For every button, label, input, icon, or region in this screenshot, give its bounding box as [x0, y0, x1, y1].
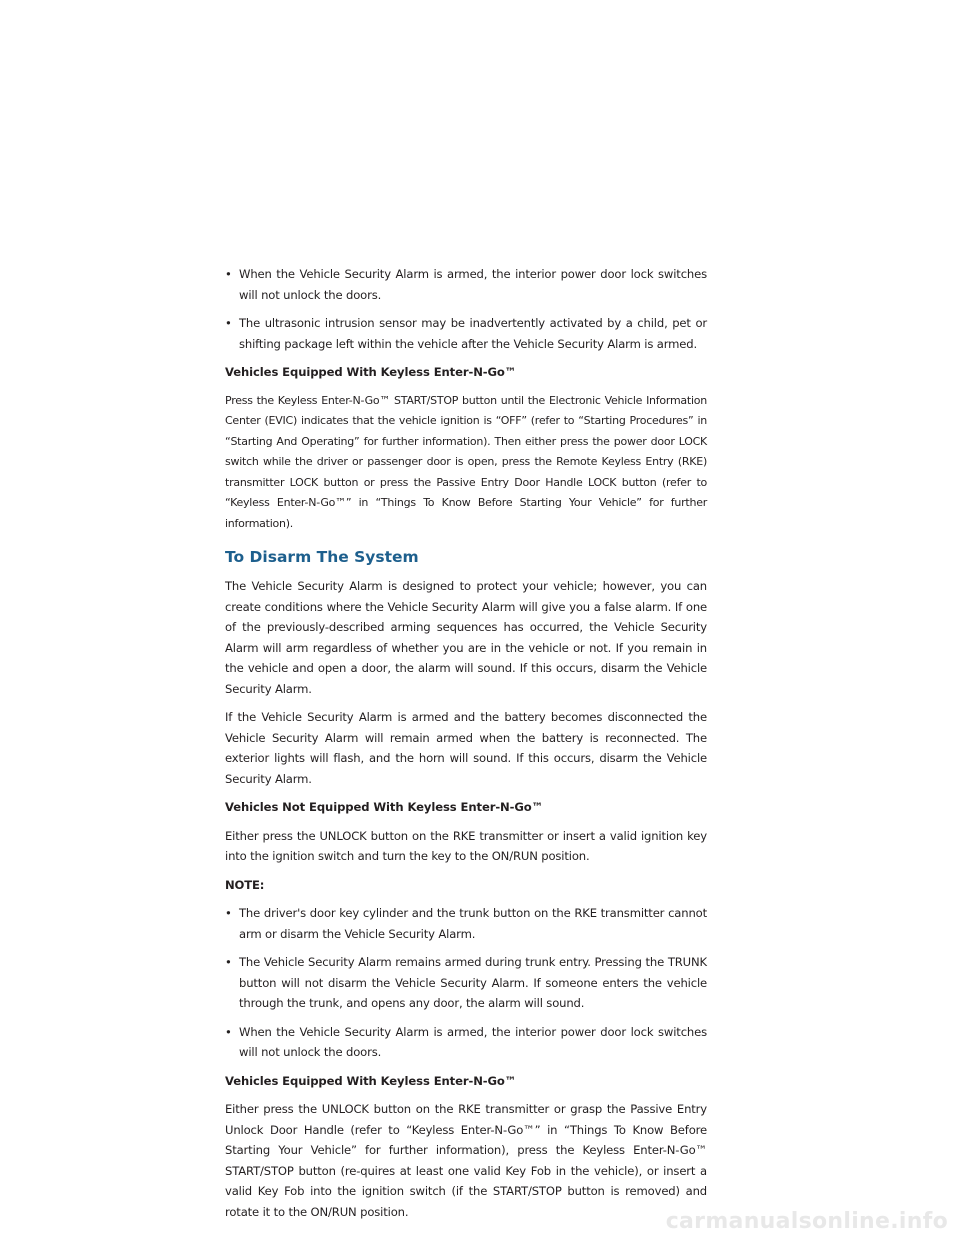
paragraph-keyless-disarm: Either press the UNLOCK button on the RKE transmitter or grasp the Passive Entry Unlock Door Handle (refer to “Keyless Enter-N-Go™” in “Things To Know Before Starting Your Vehicle” for further information), press the Keyless Enter-N-Go™ START/STOP button (re-quires at least one valid Key Fob in the vehicle), or insert a valid Key Fob into the ignition switch (if the START/STOP button is removed) and rotate it to the ON/RUN position.	[225, 1102, 707, 1219]
watermark: carmanualsonline.info	[665, 1209, 948, 1234]
bullet-glyph: •	[225, 955, 232, 969]
bullet-glyph: •	[225, 316, 232, 330]
bullet-text: The ultrasonic intrusion sensor may be inadvertently activated by a child, pet or shifting package left within the vehicle after the Vehicle Security Alarm is armed.	[239, 316, 707, 351]
subheading-keyless-equipped: Vehicles Equipped With Keyless Enter-N-Go™	[225, 365, 517, 379]
bullet-glyph: •	[225, 1024, 232, 1039]
paragraph-not-keyless: Either press the UNLOCK button on the RKE transmitter or insert a valid ignition key into the ignition switch and turn the key to the ON/RUN position.	[225, 828, 707, 863]
bullet-text: When the Vehicle Security Alarm is armed, the interior power door lock switches will not unlock the doors.	[239, 267, 707, 302]
bullet-item	[225, 903, 707, 944]
bullet-text: When the Vehicle Security Alarm is armed, the interior power door lock switches will not unlock the doors.	[239, 1024, 707, 1059]
paragraph-keyless-arming: Press the Keyless Enter-N-Go™ START/STOP button until the Electronic Vehicle Information Center (EVIC) indicates that the vehicle ignition is “OFF” (refer to “Starting Procedures” in “Starting And Operating” for further information). Then either press the power door LOCK switch while the driver or passenger door is open, press the Remote Keyless Entry (RKE) transmitter LOCK button or press the Passive Entry Door Handle LOCK button (refer to “Keyless Enter-N-Go™” in “Things To Know Before Starting Your Vehicle” for further information).	[225, 393, 707, 530]
bullet-item	[225, 952, 707, 1014]
section-title-disarm: To Disarm The System	[225, 548, 419, 566]
subheading-not-keyless: Vehicles Not Equipped With Keyless Enter-N-Go™	[225, 800, 544, 814]
manual-page-content	[225, 264, 707, 1230]
paragraph-disarm-battery: If the Vehicle Security Alarm is armed and the battery becomes disconnected the Vehicle Security Alarm will remain armed when the battery is reconnected. The exterior lights will flash, and the horn will sound. If this occurs, disarm the Vehicle Security Alarm.	[225, 710, 707, 786]
bullet-item	[225, 264, 707, 305]
bullet-glyph: •	[225, 906, 232, 920]
bullet-text: The Vehicle Security Alarm remains armed during trunk entry. Pressing the TRUNK button will not disarm the Vehicle Security Alarm. If someone enters the vehicle through the trunk, and opens any door, the alarm will sound.	[239, 955, 707, 1010]
bullet-item	[225, 313, 707, 354]
note-label: NOTE:	[225, 877, 265, 892]
bullet-text: The driver's door key cylinder and the trunk button on the RKE transmitter cannot arm or disarm the Vehicle Security Alarm.	[239, 906, 707, 941]
paragraph-disarm-intro: The Vehicle Security Alarm is designed to protect your vehicle; however, you can create conditions where the Vehicle Security Alarm will give you a false alarm. If one of the previously-described arming sequences has occurred, the Vehicle Security Alarm will arm regardless of whether you are in the vehicle or not. If you remain in the vehicle and open a door, the alarm will sound. If this occurs, disarm the Vehicle Security Alarm.	[225, 579, 707, 696]
bullet-glyph: •	[225, 267, 232, 281]
subheading-keyless-equipped-disarm: Vehicles Equipped With Keyless Enter-N-Go™	[225, 1073, 517, 1088]
bullet-item	[225, 1022, 707, 1063]
